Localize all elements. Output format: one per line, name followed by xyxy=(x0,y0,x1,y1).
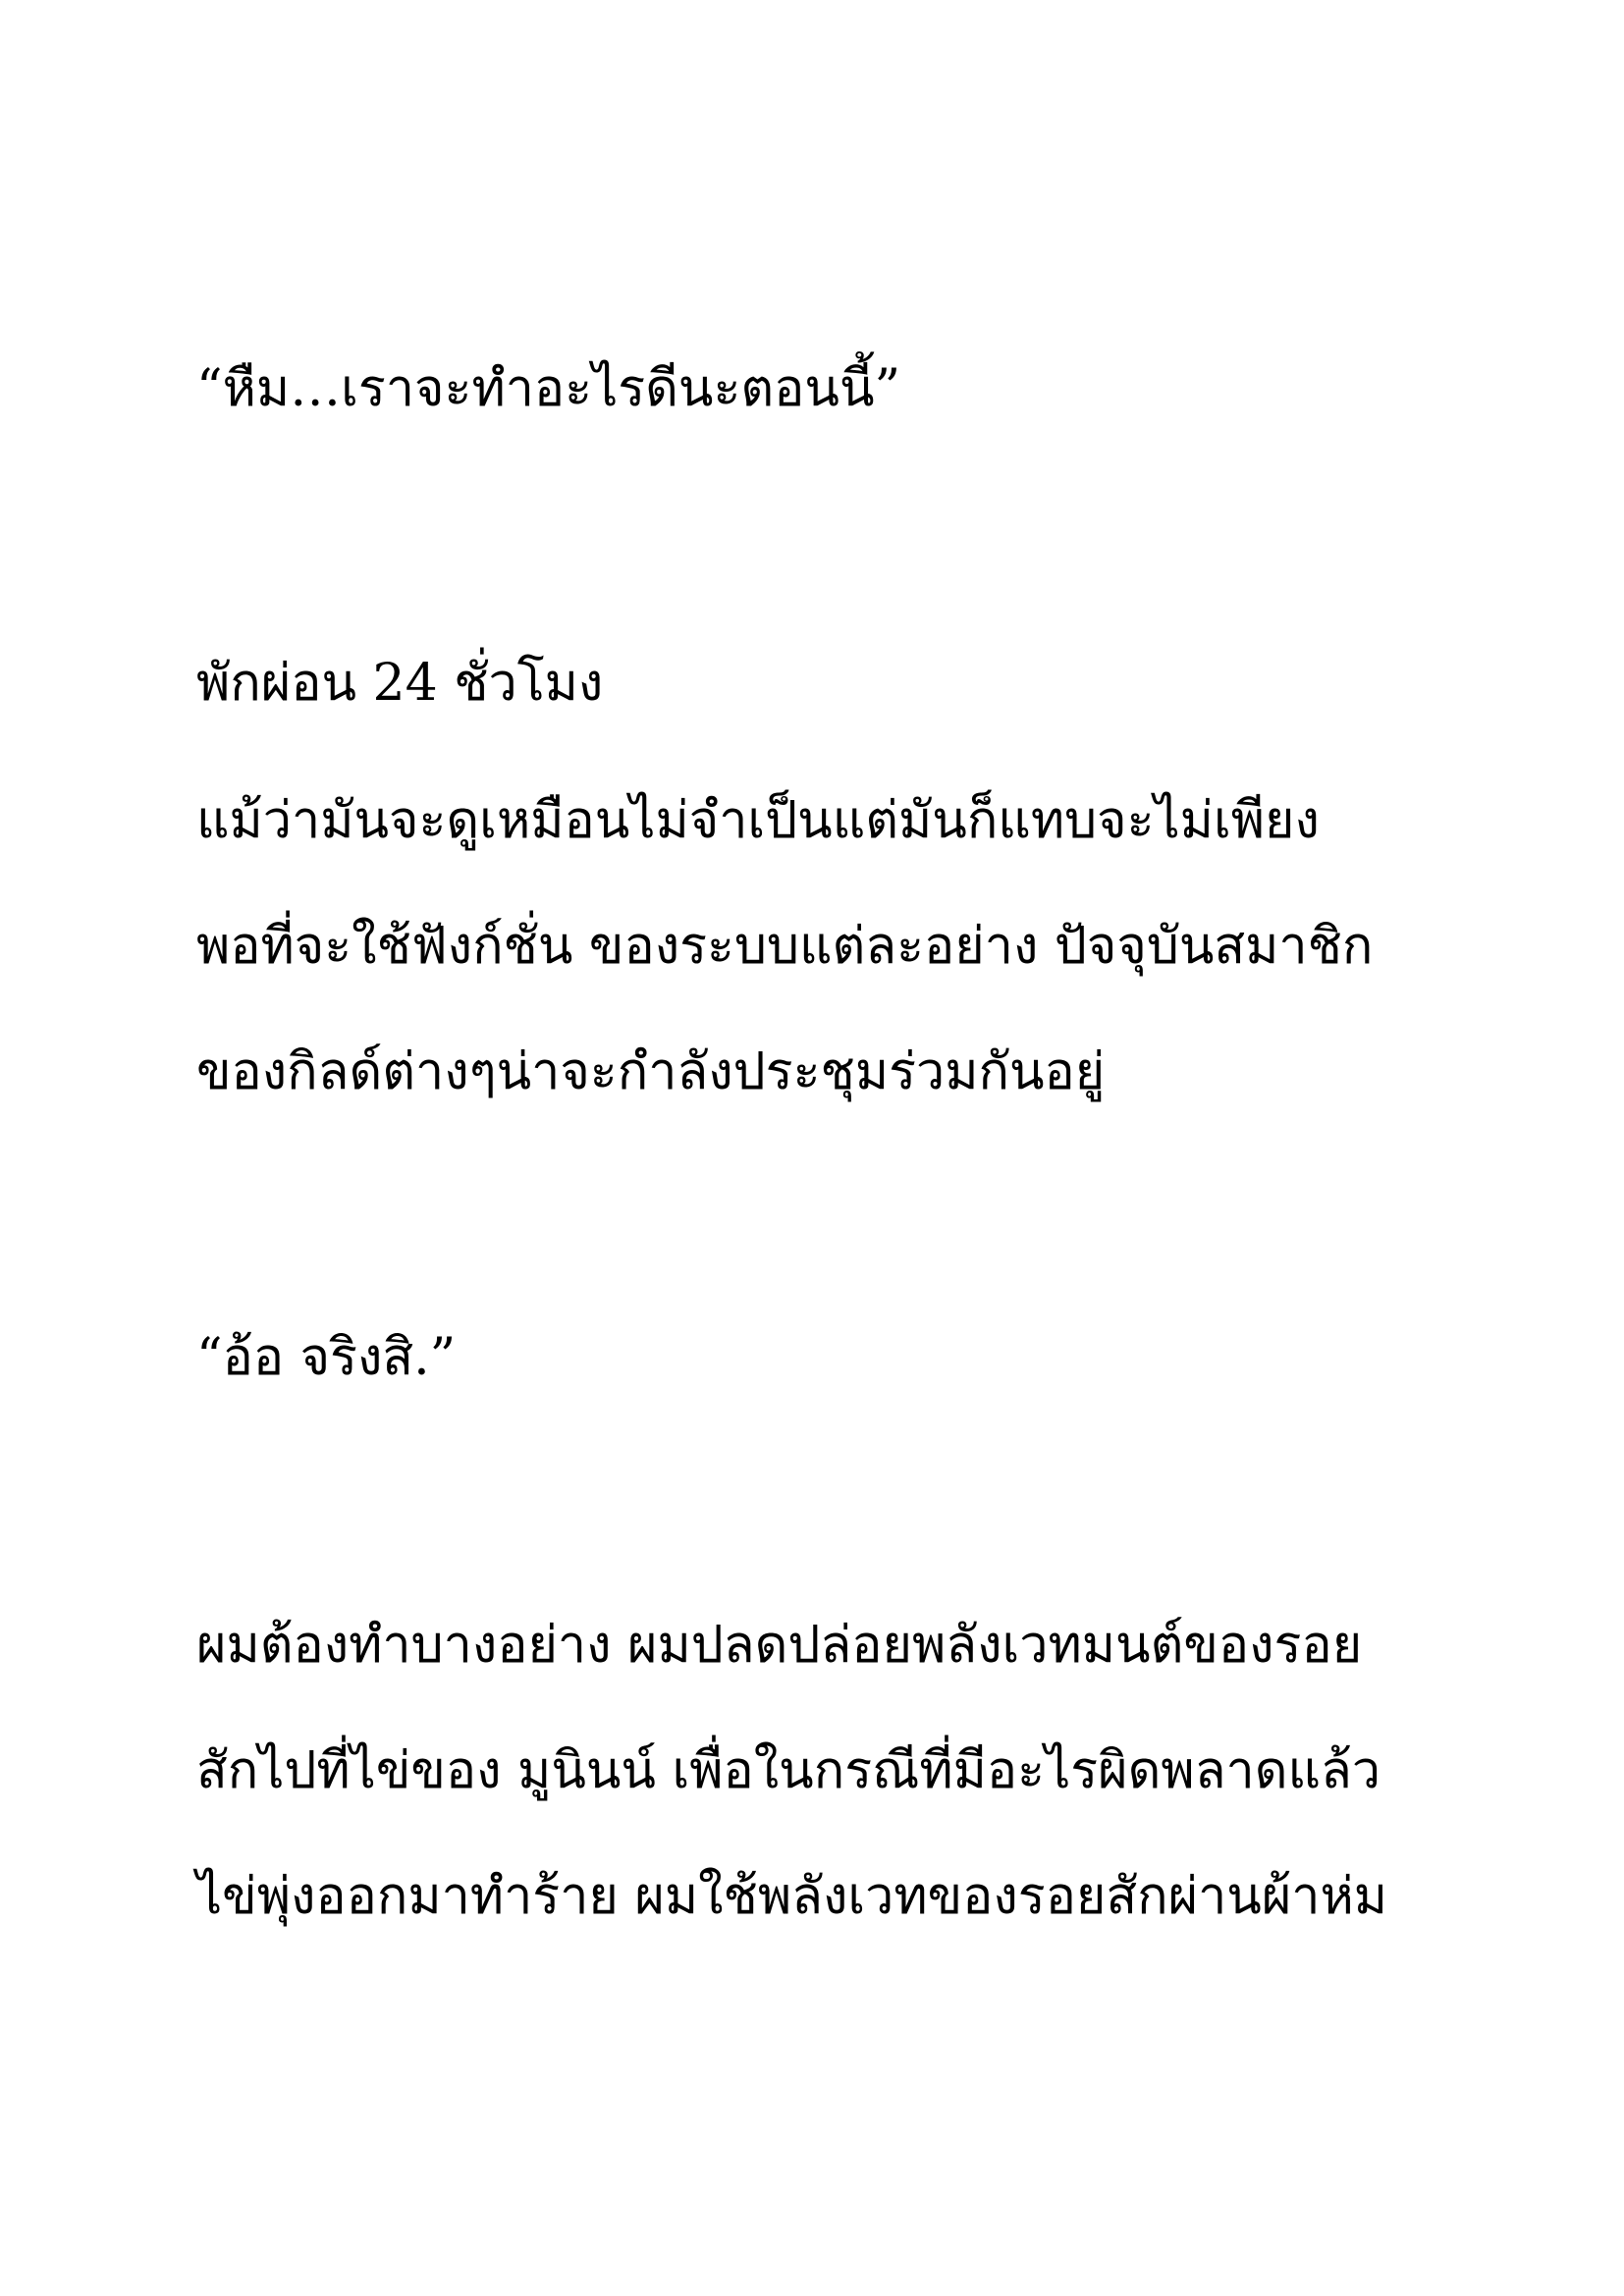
text-line-paragraph-6: ไข่พุ่งออกมาทำร้าย ผมใช้พลังเวทของรอยสักผ่านผ้าห่ม xyxy=(196,1867,1388,1926)
dialogue-line-hmm: “หืม…เราจะทำอะไรดีนะตอนนี้” xyxy=(196,359,901,418)
text-line-paragraph-5: สักไปที่ไข่ของ มูนินน์ เพื่อในกรณีที่มีอะไรผิดพลาดแล้ว xyxy=(196,1741,1381,1800)
dialogue-line-oh-right: “อ้อ จริงสิ.” xyxy=(196,1328,457,1387)
text-line-paragraph-4: ผมต้องทำบางอย่าง ผมปลดปล่อยพลังเวทมนต์ของรอย xyxy=(196,1616,1363,1675)
text-line-rest: พักผ่อน 24 ชั่วโมง xyxy=(196,654,604,713)
text-line-paragraph-1: แม้ว่ามันจะดูเหมือนไม่จำเป็นแต่มันก็แทบจะไม่เพียง xyxy=(196,791,1320,850)
text-line-paragraph-3: ของกิลด์ต่างๆน่าจะกำลังประชุมร่วมกันอยู่ xyxy=(196,1042,1106,1101)
text-line-paragraph-2: พอที่จะใช้ฟังก์ชั่น ของระบบแต่ละอย่าง ปัจจุบันสมาชิก xyxy=(196,917,1374,976)
